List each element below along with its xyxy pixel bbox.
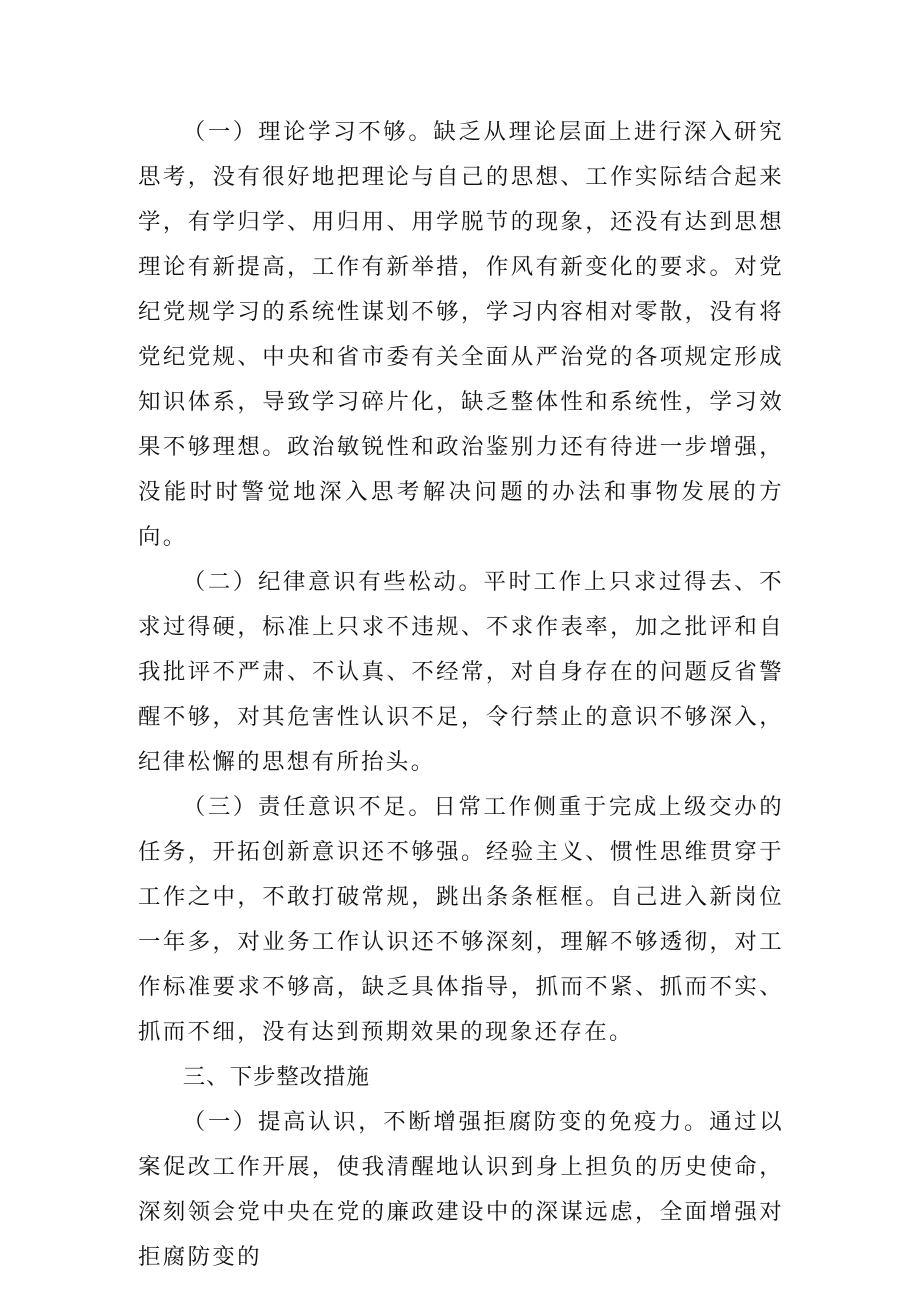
paragraph-theory-study: （一）理论学习不够。缺乏从理论层面上进行深入研究思考，没有很好地把理论与自己的思想、工作实际结合起来学，有学归学、用归用、用学脱节的现象，还没有达到思想理论有新提高，工作有新举措，作风有新变化的要求。对党纪党规学习的系统性谋划不够，学习内容相对零散，没有将党纪党规、中央和省市委有关全面从严治党的各项规定形成知识体系，导致学习碎片化，缺乏整体性和系统性，学习效果不够理想。政治敏锐性和政治鉴别力还有待进一步增强，没能时时警觉地深入思考解决问题的办法和事物发展的方向。	[138, 119, 784, 550]
document-page	[138, 110, 784, 1280]
paragraph-responsibility-awareness: （三）责任意识不足。日常工作侧重于完成上级交办的任务，开拓创新意识还不够强。经验主义、惯性思维贯穿于工作之中，不敢打破常规，跳出条条框框。自己进入新岗位一年多，对业务工作认识还不够深刻，理解不够透彻，对工作标准要求不够高，缺乏具体指导，抓而不紧、抓而不实、抓而不细，没有达到预期效果的现象还存在。	[138, 794, 784, 1045]
section-heading: 三、下步整改措施	[182, 1064, 370, 1090]
paragraph-improve-awareness: （一）提高认识，不断增强拒腐防变的免疫力。通过以案促改工作开展，使我清醒地认识到身上担负的历史使命，深刻领会党中央在党的廉政建设中的深谋远虑，全面增强对拒腐防变的	[138, 1109, 784, 1270]
paragraph-discipline-awareness: （二）纪律意识有些松动。平时工作上只求过得去、不求过得硬，标准上只求不违规、不求作表率，加之批评和自我批评不严肃、不认真、不经常，对自身存在的问题反省警醒不够，对其危害性认识不足，令行禁止的意识不够深入，纪律松懈的思想有所抬头。	[138, 569, 784, 775]
